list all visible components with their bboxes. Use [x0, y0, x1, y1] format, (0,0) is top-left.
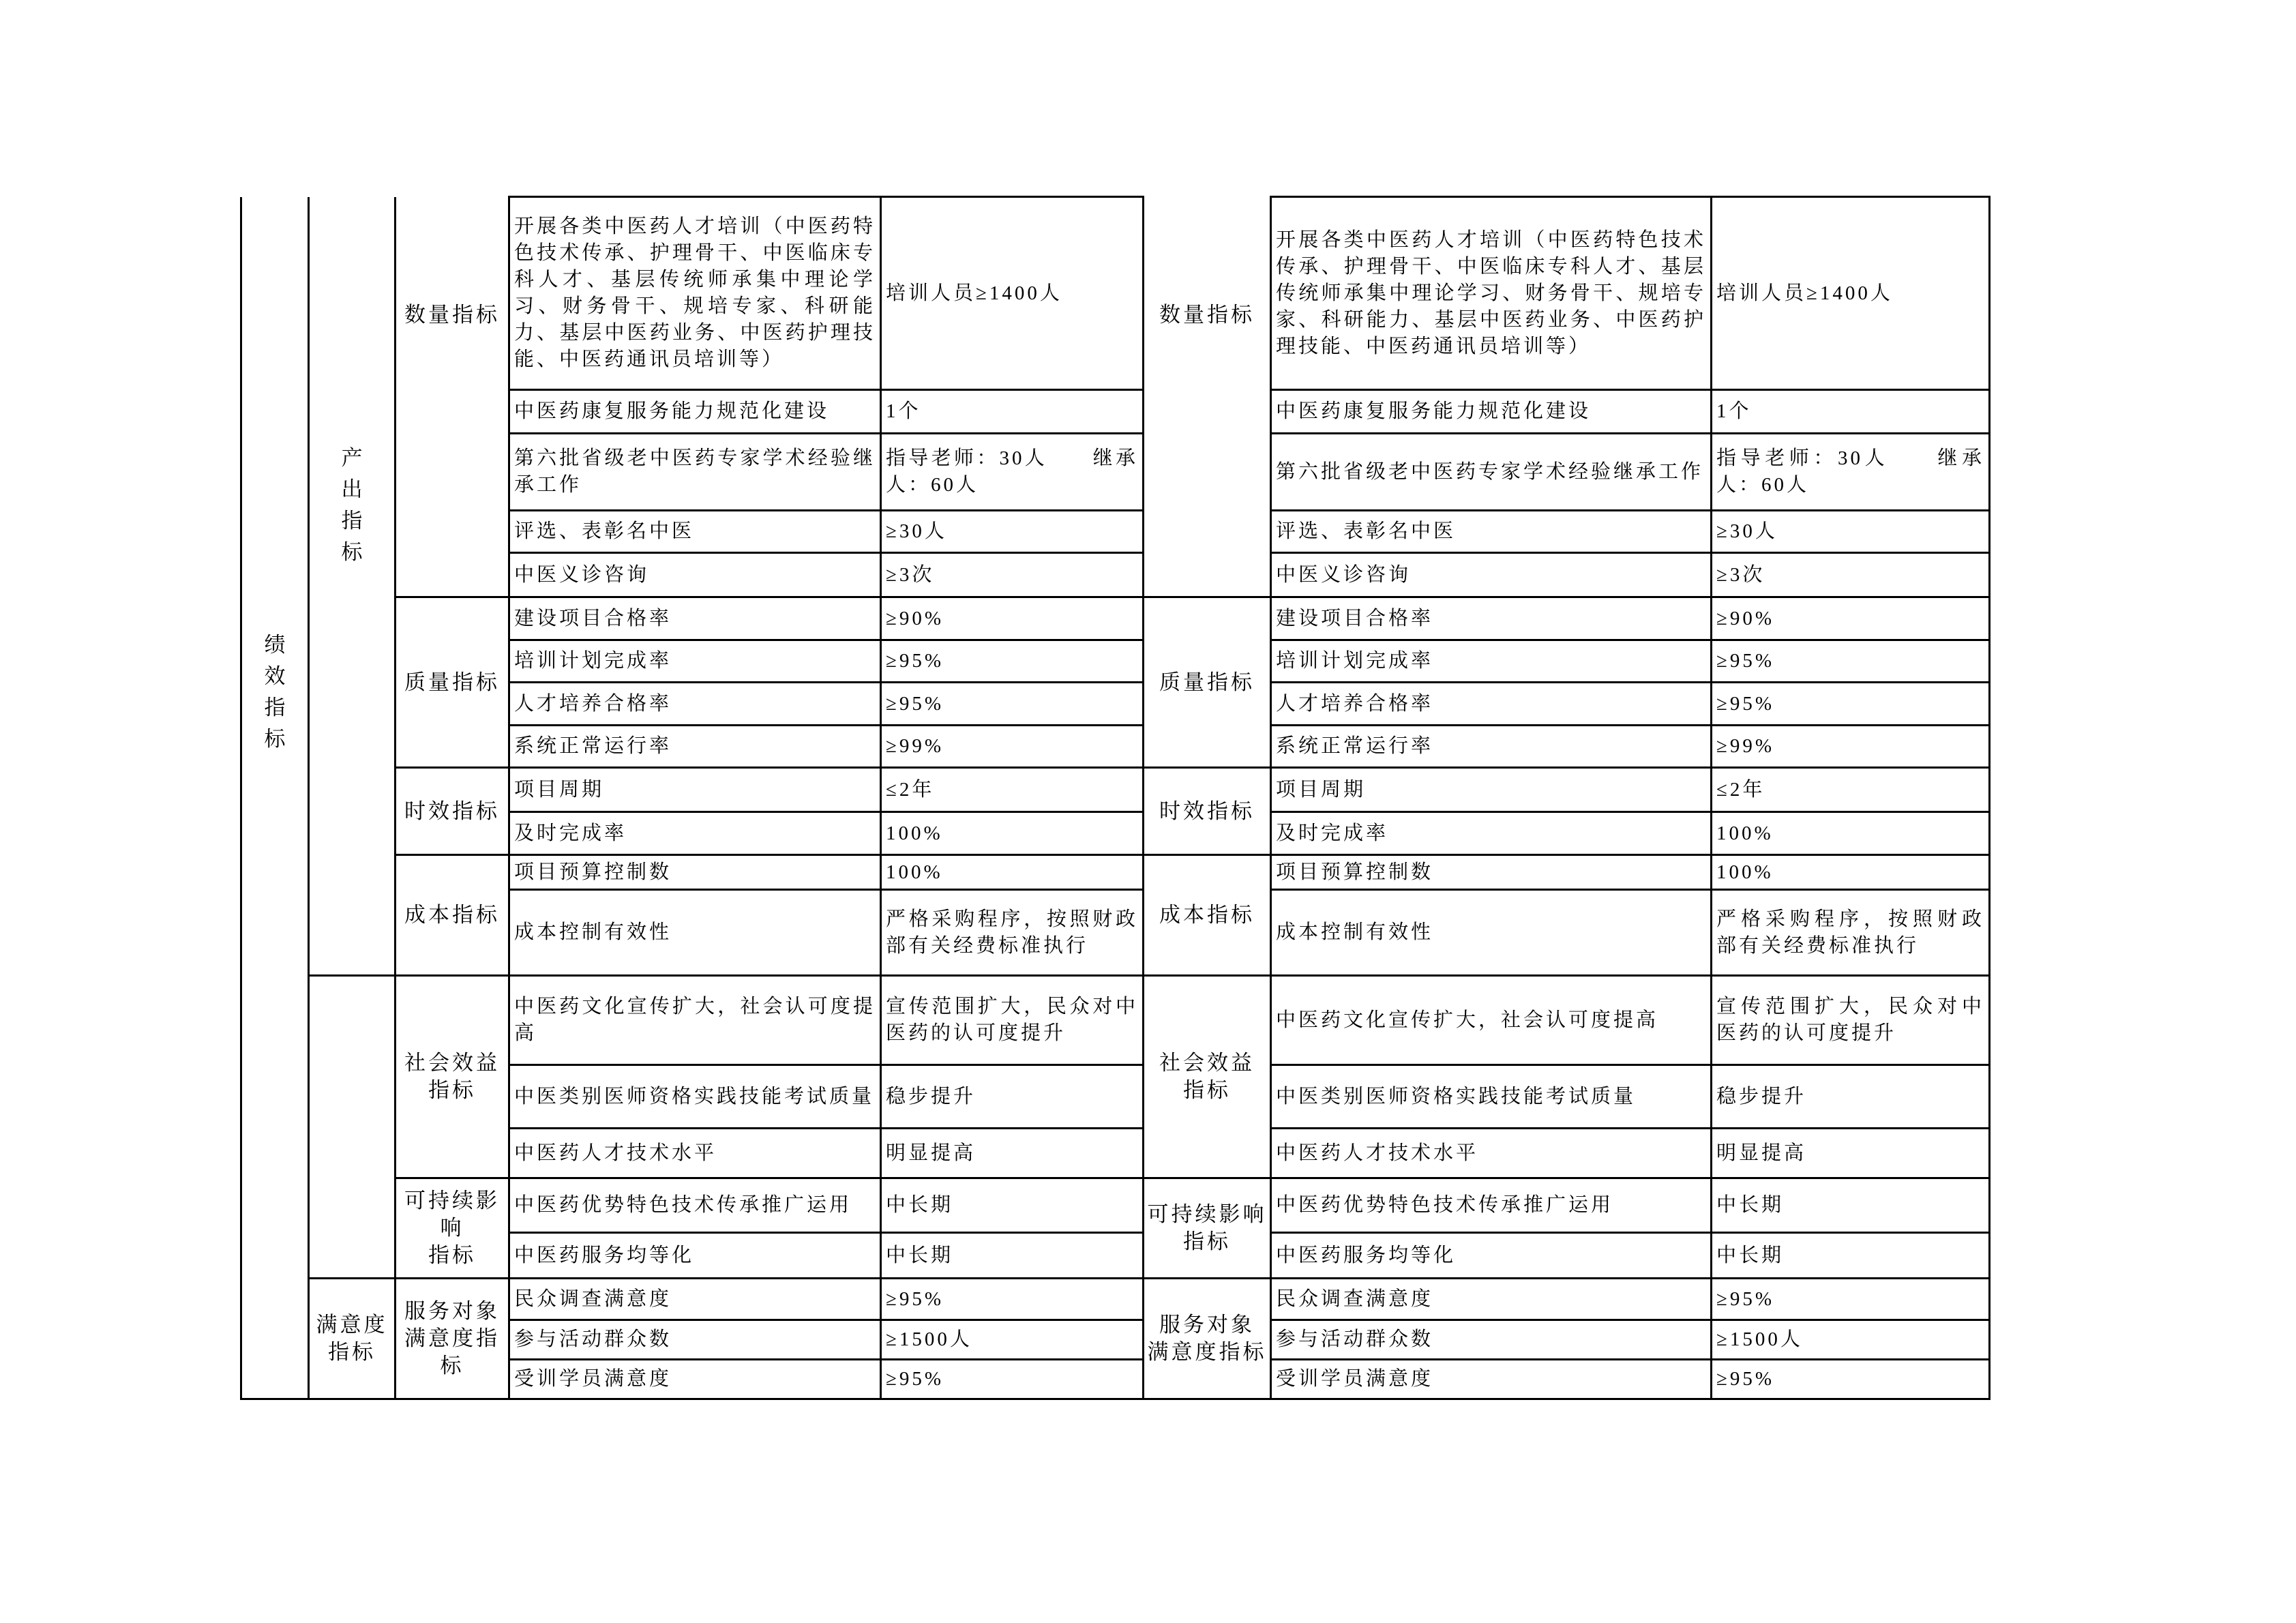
right-indicator-item: 参与活动群众数	[1271, 1320, 1712, 1360]
right-group-quantity: 数量指标	[1144, 197, 1271, 597]
right-indicator-item: 中医药文化宣传扩大，社会认可度提高	[1271, 976, 1712, 1065]
left-indicator-value: 明显提高	[881, 1129, 1144, 1178]
right-indicator-item: 开展各类中医药人才培训（中医药特色技术传承、护理骨干、中医临床专科人才、基层传统师承集中理论学习、财务骨干、规培专家、科研能力、基层中医药业务、中医药护理技能、中医药通讯员培训等）	[1271, 197, 1712, 390]
left-indicator-value: ≥1500人	[881, 1320, 1144, 1360]
left-group-service-satisfaction: 服务对象满意度指标	[396, 1279, 509, 1399]
right-group-social-benefit: 社会效益 指标	[1144, 976, 1271, 1178]
right-group-timeliness: 时效指标	[1144, 768, 1271, 855]
right-indicator-item: 中医药康复服务能力规范化建设	[1271, 390, 1712, 434]
left-indicator-value: 稳步提升	[881, 1065, 1144, 1129]
left-indicator-value: ≥95%	[881, 683, 1144, 726]
right-indicator-value: ≥95%	[1712, 683, 1990, 726]
left-indicator-value: 严格采购程序，按照财政部有关经费标准执行	[881, 890, 1144, 976]
left-indicator-item: 评选、表彰名中医	[509, 511, 881, 553]
left-indicator-value: 中长期	[881, 1178, 1144, 1233]
left-indicator-item: 开展各类中医药人才培训（中医药特色技术传承、护理骨干、中医临床专科人才、基层传统师承集中理论学习、财务骨干、规培专家、科研能力、基层中医药业务、中医药护理技能、中医药通讯员培训等）	[509, 197, 881, 390]
performance-category-label: 绩效指标	[264, 632, 286, 751]
left-group-cost: 成本指标	[396, 855, 509, 976]
left-indicator-item: 中医类别医师资格实践技能考试质量	[509, 1065, 881, 1129]
left-indicator-value: 宣传范围扩大，民众对中医药的认可度提升	[881, 976, 1144, 1065]
benefit-category-cell	[309, 976, 396, 1279]
left-indicator-item: 受训学员满意度	[509, 1360, 881, 1399]
right-indicator-item: 培训计划完成率	[1271, 640, 1712, 683]
right-indicator-item: 建设项目合格率	[1271, 597, 1712, 640]
left-indicator-item: 中医药人才技术水平	[509, 1129, 881, 1178]
left-indicator-value: ≥95%	[881, 640, 1144, 683]
right-indicator-value: 100%	[1712, 812, 1990, 855]
left-indicator-value: ≥3次	[881, 553, 1144, 597]
right-indicator-value: 中长期	[1712, 1233, 1990, 1279]
right-indicator-value: 中长期	[1712, 1178, 1990, 1233]
right-indicator-item: 中医药优势特色技术传承推广运用	[1271, 1178, 1712, 1233]
left-indicator-item: 人才培养合格率	[509, 683, 881, 726]
right-indicator-item: 中医药服务均等化	[1271, 1233, 1712, 1279]
left-indicator-item: 中医药服务均等化	[509, 1233, 881, 1279]
right-indicator-value: 严格采购程序，按照财政部有关经费标准执行	[1712, 890, 1990, 976]
right-group-quality: 质量指标	[1144, 597, 1271, 768]
left-indicator-item: 中医义诊咨询	[509, 553, 881, 597]
performance-category-cell	[241, 197, 309, 1399]
left-indicator-value: 100%	[881, 855, 1144, 890]
left-group-quantity: 数量指标	[396, 197, 509, 597]
right-indicator-value: 指导老师：30人 继承人：60人	[1712, 434, 1990, 511]
left-indicator-value: ≥95%	[881, 1279, 1144, 1320]
left-indicator-item: 建设项目合格率	[509, 597, 881, 640]
right-indicator-value: ≥95%	[1712, 640, 1990, 683]
right-indicator-item: 民众调查满意度	[1271, 1279, 1712, 1320]
right-group-service-satisfaction: 服务对象 满意度指标	[1144, 1279, 1271, 1399]
satisfaction-category-cell: 满意度指标	[309, 1279, 396, 1399]
left-indicator-value: ≥90%	[881, 597, 1144, 640]
left-indicator-item: 项目预算控制数	[509, 855, 881, 890]
right-indicator-item: 第六批省级老中医药专家学术经验继承工作	[1271, 434, 1712, 511]
right-indicator-value: 稳步提升	[1712, 1065, 1990, 1129]
right-indicator-item: 中医义诊咨询	[1271, 553, 1712, 597]
right-indicator-item: 成本控制有效性	[1271, 890, 1712, 976]
output-category-label: 产出指标	[341, 445, 363, 564]
output-category-cell	[309, 197, 396, 976]
right-indicator-value: ≥99%	[1712, 726, 1990, 768]
left-indicator-item: 中医药文化宣传扩大，社会认可度提高	[509, 976, 881, 1065]
right-indicator-value: ≥1500人	[1712, 1320, 1990, 1360]
left-indicator-value: 指导老师：30人 继承人：60人	[881, 434, 1144, 511]
left-indicator-item: 民众调查满意度	[509, 1279, 881, 1320]
left-group-timeliness: 时效指标	[396, 768, 509, 855]
left-group-social-benefit: 社会效益指标	[396, 976, 509, 1178]
right-group-sustainability: 可持续影响指标	[1144, 1178, 1271, 1279]
right-indicator-item: 受训学员满意度	[1271, 1360, 1712, 1399]
left-indicator-value: 培训人员≥1400人	[881, 197, 1144, 390]
right-indicator-value: ≤2年	[1712, 768, 1990, 812]
right-indicator-value: ≥3次	[1712, 553, 1990, 597]
left-indicator-item: 成本控制有效性	[509, 890, 881, 976]
left-indicator-value: ≥99%	[881, 726, 1144, 768]
performance-indicator-table	[240, 196, 1991, 1400]
right-indicator-item: 中医药人才技术水平	[1271, 1129, 1712, 1178]
right-indicator-item: 项目周期	[1271, 768, 1712, 812]
right-indicator-item: 人才培养合格率	[1271, 683, 1712, 726]
right-indicator-item: 中医类别医师资格实践技能考试质量	[1271, 1065, 1712, 1129]
left-indicator-value: 100%	[881, 812, 1144, 855]
left-indicator-item: 中医药康复服务能力规范化建设	[509, 390, 881, 434]
left-indicator-item: 参与活动群众数	[509, 1320, 881, 1360]
left-indicator-item: 及时完成率	[509, 812, 881, 855]
left-indicator-value: ≤2年	[881, 768, 1144, 812]
left-group-quality: 质量指标	[396, 597, 509, 768]
left-indicator-value: 中长期	[881, 1233, 1144, 1279]
right-indicator-value: ≥95%	[1712, 1279, 1990, 1320]
left-indicator-item: 培训计划完成率	[509, 640, 881, 683]
left-indicator-value: ≥30人	[881, 511, 1144, 553]
right-indicator-value: 培训人员≥1400人	[1712, 197, 1990, 390]
left-indicator-item: 项目周期	[509, 768, 881, 812]
right-indicator-item: 及时完成率	[1271, 812, 1712, 855]
right-indicator-value: 宣传范围扩大，民众对中医药的认可度提升	[1712, 976, 1990, 1065]
right-indicator-item: 系统正常运行率	[1271, 726, 1712, 768]
left-indicator-value: 1个	[881, 390, 1144, 434]
right-indicator-value: 明显提高	[1712, 1129, 1990, 1178]
left-indicator-item: 系统正常运行率	[509, 726, 881, 768]
right-indicator-value: ≥90%	[1712, 597, 1990, 640]
left-group-sustainability: 可持续影响 指标	[396, 1178, 509, 1279]
right-group-cost: 成本指标	[1144, 855, 1271, 976]
right-indicator-value: ≥95%	[1712, 1360, 1990, 1399]
right-indicator-item: 项目预算控制数	[1271, 855, 1712, 890]
right-indicator-value: 100%	[1712, 855, 1990, 890]
left-indicator-value: ≥95%	[881, 1360, 1144, 1399]
right-indicator-value: 1个	[1712, 390, 1990, 434]
left-indicator-item: 中医药优势特色技术传承推广运用	[509, 1178, 881, 1233]
left-indicator-item: 第六批省级老中医药专家学术经验继承工作	[509, 434, 881, 511]
right-indicator-value: ≥30人	[1712, 511, 1990, 553]
right-indicator-item: 评选、表彰名中医	[1271, 511, 1712, 553]
